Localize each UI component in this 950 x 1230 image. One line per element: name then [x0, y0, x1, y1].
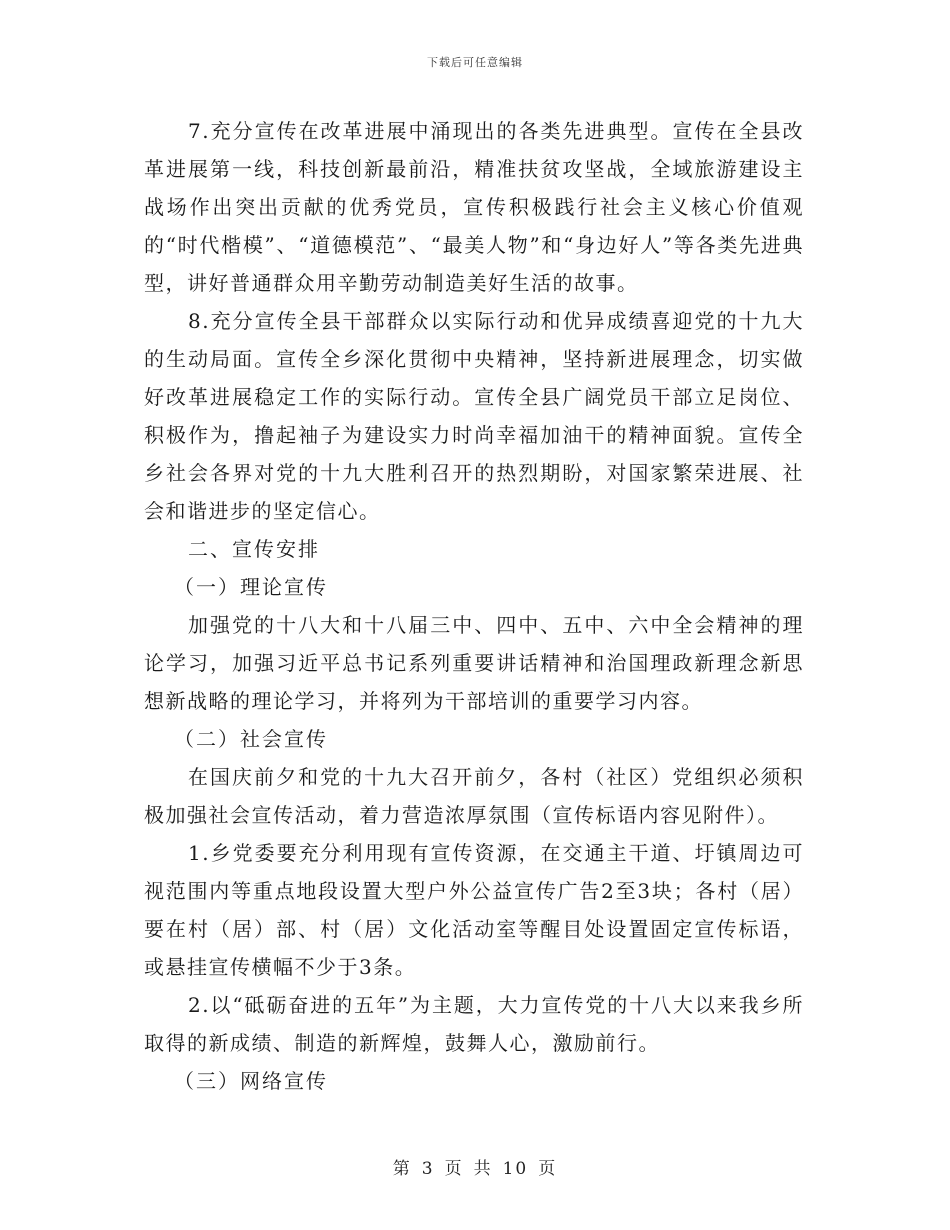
- subsection-3-title: （三）网络宣传: [174, 1069, 328, 1093]
- document-body: [144, 112, 804, 1100]
- footer-suffix: 页: [538, 1159, 558, 1179]
- footer-prefix: 第: [392, 1159, 412, 1179]
- paragraph-8: 8.充分宣传全县干部群众以实际行动和优异成绩喜迎党的十九大的生动局面。宣传全乡深化贯彻中央精神，坚持新进展理念，切实做好改革进展稳定工作的实际行动。宣传全县广阔党员干部立足岗位、积极作为，撸起袖子为建设实力时尚幸福加油干的精神面貌。宣传全乡社会各界对党的十九大胜利召开的热烈期盼，对国家繁荣进展、社会和谐进步的坚定信心。: [144, 309, 804, 523]
- footer-total-word: 共: [473, 1159, 493, 1179]
- footer-page-word: 页: [444, 1159, 464, 1179]
- footer-current-page: 3: [421, 1159, 435, 1179]
- subsection-1-title: （一）理论宣传: [174, 575, 328, 599]
- page-footer: [0, 1154, 950, 1179]
- subsection-2-text: 在国庆前夕和党的十九大召开前夕，各村（社区）党组织必须积极加强社会宣传活动，着力营造浓厚氛围（宣传标语内容见附件）。: [144, 765, 804, 827]
- section-2-title: 二、宣传安排: [188, 537, 320, 561]
- subsection-1-text: 加强党的十八大和十八届三中、四中、五中、六中全会精神的理论学习，加强习近平总书记系列重要讲话精神和治国理政新理念新思想新战略的理论学习，并将列为干部培训的重要学习内容。: [144, 613, 804, 713]
- subsection-2-title: （二）社会宣传: [174, 727, 328, 751]
- footer-total-pages: 10: [502, 1159, 529, 1179]
- paragraph-7: 7.充分宣传在改革进展中涌现出的各类先进典型。宣传在全县改革进展第一线，科技创新最前沿，精准扶贫攻坚战，全域旅游建设主战场作出突出贡献的优秀党员，宣传积极践行社会主义核心价值观的“时代楷模”、“道德模范”、“最美人物”和“身边好人”等各类先进典型，讲好普通群众用辛勤劳动制造美好生活的故事。: [144, 119, 804, 295]
- list-item-1: 1.乡党委要充分利用现有宣传资源，在交通主干道、圩镇周边可视范围内等重点地段设置大型户外公益宣传广告2至3块；各村（居）要在村（居）部、村（居）文化活动室等醒目处设置固定宣传标语，或悬挂宣传横幅不少于3条。: [144, 841, 804, 979]
- header-note: 下载后可任意编辑: [427, 56, 523, 69]
- list-item-2: 2.以“砥砺奋进的五年”为主题，大力宣传党的十八大以来我乡所取得的新成绩、制造的新辉煌，鼓舞人心，激励前行。: [144, 993, 804, 1055]
